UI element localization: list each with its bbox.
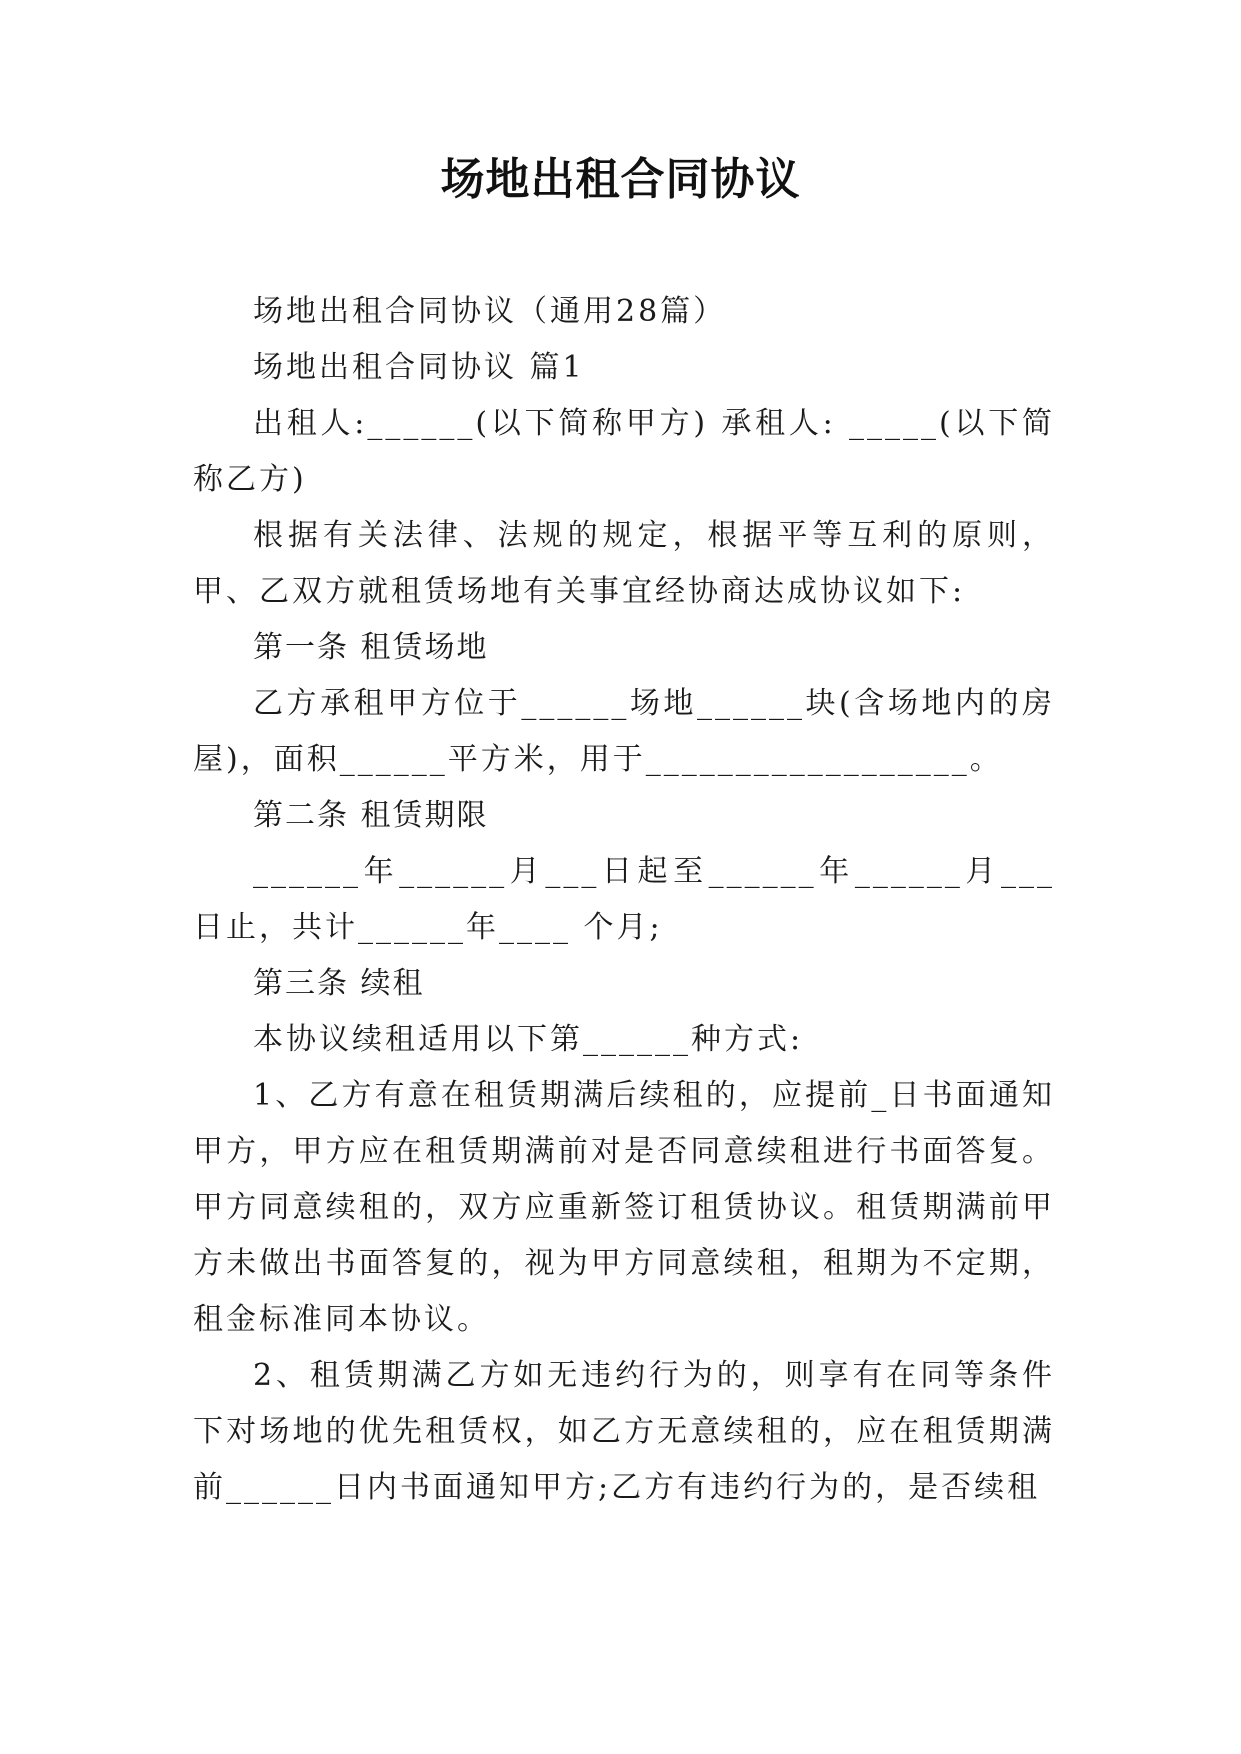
article-1-heading: 第一条 租赁场地	[253, 630, 489, 665]
paragraph-section-heading: 场地出租合同协议 篇1	[253, 350, 585, 385]
paragraph-preamble: 根据有关法律、法规的规定，根据平等互利的原则，甲、乙双方就租赁场地有关事宜经协商达成协议如下:	[193, 518, 1055, 609]
article-3-option-1: 1、乙方有意在租赁期满后续租的，应提前_日书面通知甲方，甲方应在租赁期满前对是否同意续租进行书面答复。甲方同意续租的，双方应重新签订租赁协议。租赁期满前甲方未做出书面答复的，视为甲方同意续租，租期为不定期，租金标准同本协议。	[193, 1078, 1055, 1337]
paragraph-subtitle: 场地出租合同协议（通用28篇）	[253, 294, 727, 329]
article-1-text: 乙方承租甲方位于______场地______块(含场地内的房屋)，面积______平方米，用于__________________。	[193, 686, 1055, 777]
document-title: 场地出租合同协议	[440, 154, 801, 205]
article-3-heading: 第三条 续租	[253, 966, 425, 1001]
article-3-intro: 本协议续租适用以下第______种方式:	[253, 1022, 804, 1057]
article-2-text: ______年______月___日起至______年______月___日止，共计______年____ 个月;	[193, 854, 1055, 945]
article-2-heading: 第二条 租赁期限	[253, 798, 489, 833]
article-3-option-2: 2、租赁期满乙方如无违约行为的，则享有在同等条件下对场地的优先租赁权，如乙方无意续租的，应在租赁期满前______日内书面通知甲方;乙方有违约行为的，是否续租	[193, 1358, 1055, 1505]
paragraph-parties: 出租人:______(以下简称甲方) 承租人: _____(以下简称乙方)	[193, 406, 1055, 497]
document-body	[193, 284, 1055, 1516]
